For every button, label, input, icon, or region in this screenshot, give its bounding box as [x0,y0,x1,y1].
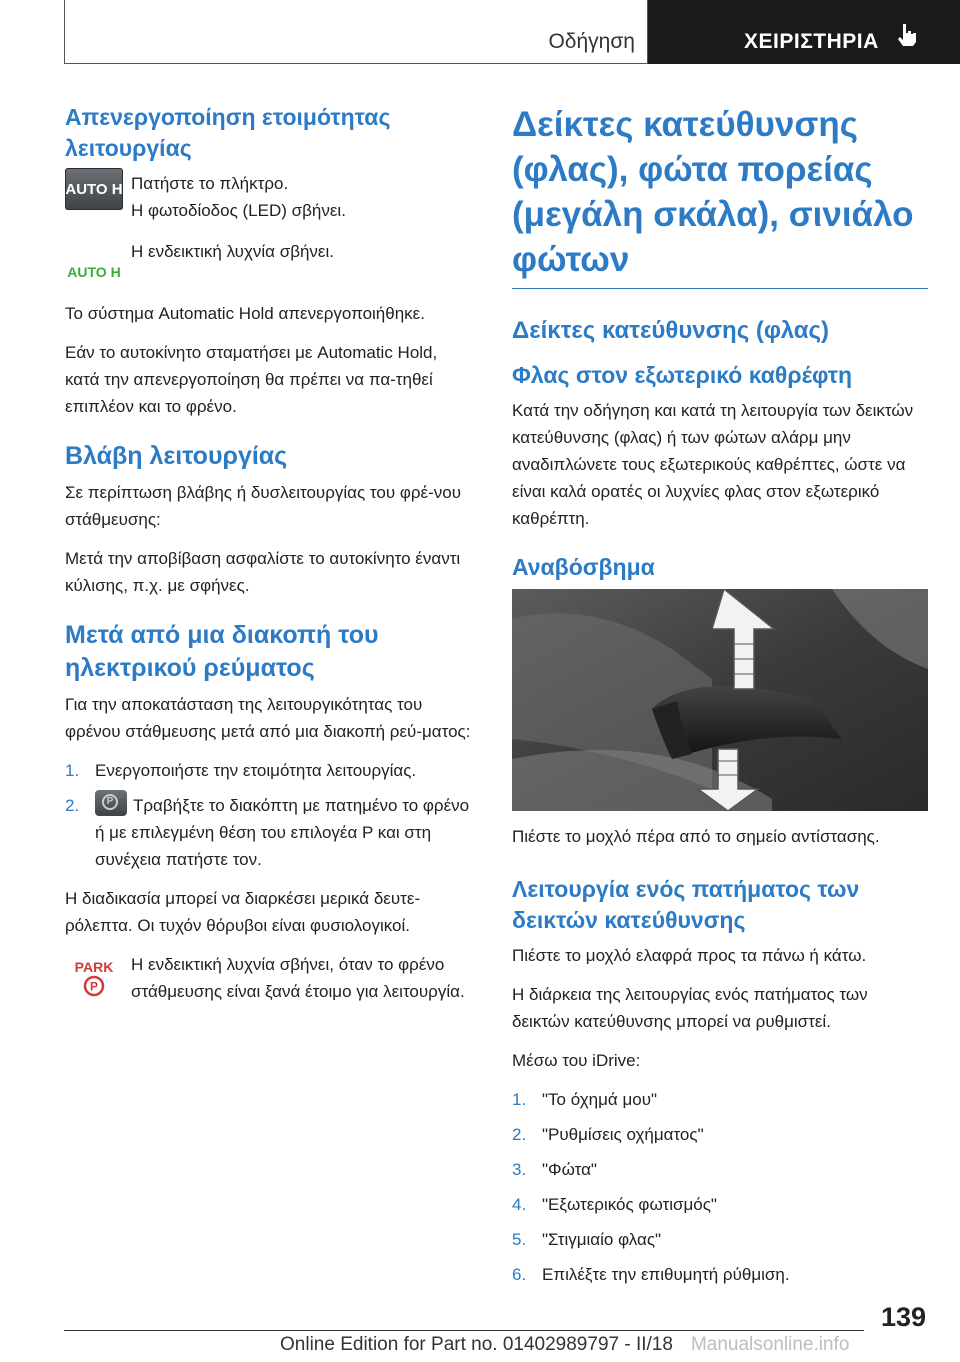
duration-text: Η διαδικασία μπορεί να διαρκέσει μερικά δευτε‐ρόλεπτα. Οι τυχόν θόρυβοι είναι φυσιολογικοί. [65,889,421,935]
park-ready-text: Η ενδεικτική λυχνία σβήνει, όταν το φρένο στάθμευσης είναι ξανά έτοιμο για λειτουργία. [131,955,465,1001]
footer-watermark: Manualsonline.info [690,1334,850,1355]
heading-divider [512,288,928,289]
heading-deactivate-readiness: Απενεργοποίηση ετοιμότητας λειτουργίας [65,104,391,161]
list-item: 3. "Φώτα" [512,1160,597,1179]
heading-turn-signals: Δείκτες κατεύθυνσης (φλας) [512,317,830,344]
heading-mirror-signals: Φλας στον εξωτερικό καθρέφτη [512,362,853,388]
header-chapter-box [648,0,960,64]
park-indicator-icon: PARK P [74,959,114,994]
heading-one-touch: Λειτουργία ενός πατήματος των δεικτών κατεύθυνσης [512,876,860,933]
list-item: 1. "Το όχημά μου" [512,1090,658,1109]
list-item: 4. "Εξωτερικός φωτισμός" [512,1195,717,1214]
list-item: 2. P Τραβήξτε το διακόπτη με πατημένο το φρένο ή με επιλεγμένη θέση του επιλογέα P και στη συνέχεια πατήστε τον. [65,792,475,873]
heading-malfunction: Βλάβη λειτουργίας [65,442,288,470]
right-column [512,102,928,1300]
duration-adjust-text: Η διάρκεια της λειτουργίας ενός πατήματος των δεικτών κατεύθυνσης μπορεί να ρυθμιστεί. [512,985,868,1031]
malfunction-text-1: Σε περίπτωση βλάβης ή δυσλειτουργίας του φρέ‐νου στάθμευσης: [65,483,462,529]
auto-h-button-icon: AUTO H [65,168,123,210]
footer-divider [64,1330,864,1331]
turn-signal-lever-image [512,589,928,811]
auto-h-indicator-icon: AUTO H [67,264,121,280]
list-item: 2. "Ρυθμίσεις οχήματος" [512,1125,704,1144]
parking-brake-switch-icon: P [95,790,127,816]
footer-edition: Online Edition for Part no. 01402989797 - II/18 Manualsonline.info [280,1334,850,1355]
mirror-signals-text: Κατά την οδήγηση και κατά τη λειτουργία των δεικτών κατεύθυνσης (φλας) ή των φώτων αλάρμ μην αναδιπλώνετε τους εξωτερικούς καθρέπτες, ώστε να είναι καλά ορατές οι λυχνίες φλας στον εξωτερικό καθρέπτη. [512,401,914,528]
heading-indicators-lights: Δείκτες κατεύθυνσης (φλας), φώτα πορείας (μεγάλη σκάλα), σινιάλο φώτων [512,105,914,279]
light-press-text: Πιέστε το μοχλό ελαφρά προς τα πάνω ή κάτω. [512,946,867,965]
page-number: 139 [880,1302,926,1332]
push-lever-text: Πιέστε το μοχλό πέρα από το σημείο αντίστασης. [512,827,880,846]
list-item: 1. Ενεργοποιήστε την ετοιμότητα λειτουργίας. [65,761,417,780]
power-interruption-text: Για την αποκατάσταση της λειτουργικότητας του φρένου στάθμευσης μετά από μια διακοπή ρεύ‐ματος: [65,695,471,741]
left-column [65,102,475,1019]
heading-power-interruption: Μετά από μια διακοπή του ηλεκτρικού ρεύματος [65,621,379,682]
idrive-menu-list [512,1086,928,1288]
header-chapter-title: ΧΕΙΡΙΣΤΗΡΙΑ [744,30,879,53]
auto-h-indicator-row [65,238,475,280]
power-steps-list [65,757,475,873]
pointing-hand-icon [894,22,920,48]
svg-text:P: P [89,979,99,994]
header-section-title: Οδήγηση [548,30,635,53]
header-section-box [64,0,648,64]
stopped-vehicle-text: Εάν το αυτοκίνητο σταματήσει με Automatic Hold, κατά την απενεργοποίηση θα πρέπει να πα‐τηθεί επιπλέον και το φρένο. [65,343,438,416]
list-item: 5. "Στιγμιαίο φλας" [512,1230,662,1249]
list-item: 6. Επιλέξτε την επιθυμητή ρύθμιση. [512,1265,790,1284]
idrive-text: Μέσω του iDrive: [512,1051,641,1070]
heading-blinking: Αναβόσβημα [512,554,655,580]
auto-h-button-row [65,170,475,224]
malfunction-text-2: Μετά την αποβίβαση ασφαλίστε το αυτοκίνητο έναντι κύλισης, π.χ. με σφήνες. [65,549,461,595]
led-off-text: Η φωτοδίοδος (LED) σβήνει. [131,201,346,220]
system-deactivated-text: Το σύστημα Automatic Hold απενεργοποιήθηκε. [65,304,425,323]
indicator-off-text: Η ενδεικτική λυχνία σβήνει. [131,242,335,261]
park-indicator-row [65,951,475,1005]
press-button-text: Πατήστε το πλήκτρο. [131,174,289,193]
